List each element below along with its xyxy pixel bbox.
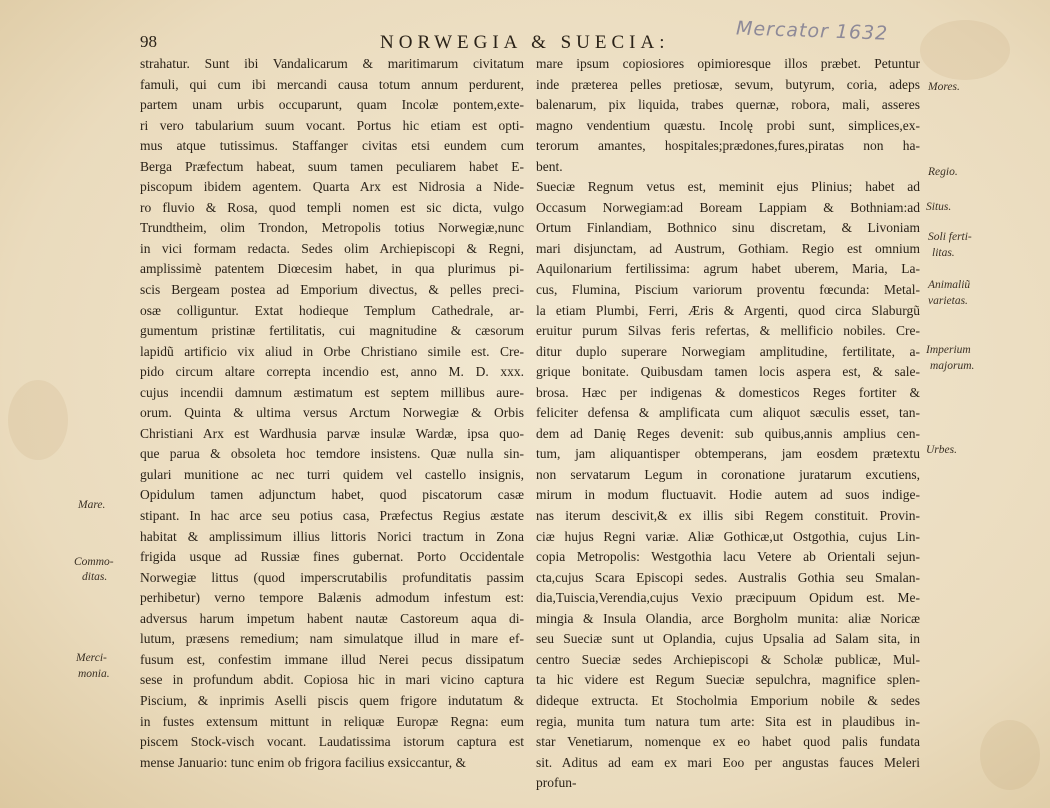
text-line: magno vendentium quæstu. Incolę probi sunt, simplices,ex- <box>536 117 920 133</box>
paper-stain <box>8 380 68 460</box>
text-line: famuli, qui cum ibi mercandi causa totum annum perdurent, <box>140 76 524 92</box>
text-line: mari disjunctam, ad Austrum, Gothiam. Regio est omnium <box>536 240 920 256</box>
paper-stain <box>980 720 1040 790</box>
margin-note: Mores. <box>928 81 960 93</box>
text-line: Berga Præfectum habeat, suum tamen peculiarem habet E- <box>140 158 524 174</box>
text-line: Piscium, & inprimis Aselli piscis quem frigore indutatum & <box>140 692 524 708</box>
text-line: ro fluvio & Rosa, quod templi nomen est sic dicta, vulgo <box>140 199 524 215</box>
text-line: eruitur purum Silvas feris refertas, & mellificio nobiles. Cre- <box>536 323 920 339</box>
margin-note: majorum. <box>930 360 975 372</box>
margin-note: varietas. <box>928 295 968 307</box>
margin-note: Regio. <box>928 166 958 178</box>
margin-note: Soli ferti- <box>928 231 972 243</box>
text-line: in fustes extensum mittunt in reliquæ Europæ Regna: eum <box>140 713 524 729</box>
text-line: copia Metropolis: Westgothia lacu Vetere ab Orientali sejun- <box>536 549 920 565</box>
text-line: mense Januario: tunc enim ob frigora facilius exsiccantur, & <box>140 754 466 770</box>
text-line: frigida usque ad Russiæ fines gubernat. Porto Occidentale <box>140 549 524 565</box>
text-line: Ortum Finlandiam, Bothnico sinu discretam, & Livoniam <box>536 220 920 236</box>
text-line: gulari munitione ac nec turri quidem vel castello insignis, <box>140 466 524 482</box>
text-line: Sueciæ Regnum vetus est, meminit ejus Plinius; habet ad <box>536 179 920 195</box>
text-line: tum, jam aliquantisper obtemperans, jam eosdem prætextu <box>536 446 920 462</box>
text-line: adversus harum impetum habent nautæ Castoreum aqua di- <box>140 610 524 626</box>
text-line: scis Bergeam postea ad Emporium divectus, & pelles preci- <box>140 282 524 298</box>
text-line: star Venetiarum, nomenque ex eo habet quod palis fundata <box>536 734 920 750</box>
text-line: Norwegiæ littus (quod imperscrutabilis profunditatis passim <box>140 569 524 585</box>
text-line: piscopum ibidem agentem. Quarta Arx est Nidrosia a Nide- <box>140 179 524 195</box>
text-line: stipant. In hac arce seu potius casa, Præfectus Regius æstate <box>140 508 524 524</box>
text-line: la etiam Plumbi, Ferri, Æris & Argenti, quod circa Slaburgũ <box>536 302 920 318</box>
margin-note: Mare. <box>78 499 106 511</box>
text-line: cujus incendii damnum æstimatum est septem millibus aure- <box>140 384 524 400</box>
text-line: Opidulum tamen adjunctum habet, quod piscatorum casæ <box>140 487 524 503</box>
text-line: cta,cujus Scara Episcopi sedes. Australis Gothia seu Smalan- <box>536 569 920 585</box>
text-line: mare ipsum copiosiores opimioresque illos præbet. Petuntur <box>536 56 920 71</box>
text-line: lapidũ artificio vix aliud in Orbe Christiano simile est. Cre- <box>140 343 524 359</box>
text-line: Aquilonarium fertilissima: agrum habet uberem, Maria, La- <box>536 261 920 277</box>
pencil-annotation: Mercator 1632 <box>735 17 889 45</box>
margin-note: Urbes. <box>926 444 957 456</box>
text-line: terorum amantes, hospitales;prædones,fures,piratas non ha- <box>536 138 920 154</box>
text-line: Occasum Norwegiam:ad Boream Lappiam & Bothniam:ad <box>536 199 920 215</box>
page-number: 98 <box>140 32 157 51</box>
text-line: amplissimè patentem Diœcesim habet, in qua plurimus pi- <box>140 261 524 277</box>
text-line: feliciter defensa & amplificata cum aliquot sæculis esset, tan- <box>536 405 920 421</box>
text-line: Trundtheim, olim Trondon, Metropolis totius Norwegiæ,nunc <box>140 220 524 236</box>
text-line: osæ colliguntur. Extat hodieque Templum Cathedrale, ar- <box>140 302 524 318</box>
right-text-column <box>536 54 920 794</box>
text-line: que parua & obsoleta hoc temdore insistens. Quæ nulla sin- <box>140 446 524 462</box>
text-line: habitat & amplissimum illius littoris Norici tractum in Zona <box>140 528 524 544</box>
text-line: cus, Flumina, Piscium variorum proventu fœcunda: Metal- <box>536 282 920 298</box>
text-line: ri vero tabularium suum vocant. Portus hic etiam est opti- <box>140 117 524 133</box>
text-line: profun- <box>536 775 577 791</box>
text-line: piscem Stock-visch vocant. Laudatissima istorum captura est <box>140 734 524 750</box>
text-line: Christiani Arx est Wardhusia parvæ insulæ Wardæ, ipsa quo- <box>140 425 524 441</box>
margin-note: Situs. <box>926 201 952 213</box>
margin-note: Commo- <box>74 556 114 568</box>
text-line: ciæ hujus Regni variæ. Aliæ Gothicæ,ut Ostgothia, cujus Lin- <box>536 528 920 544</box>
text-line: partem unam urbis occuparunt, quam Incolæ pontem,exte- <box>140 97 524 113</box>
text-line: sese in profundum abdit. Copiosa hic in mari vicino captura <box>140 672 524 688</box>
text-line: balenarum, pix liquida, trabes quernæ, robora, mali, asseres <box>536 97 920 113</box>
text-line: fusum est, confestim immane illud Nerei pecus dissipatum <box>140 651 524 667</box>
text-line: ditur duplo superare Norwegiam amplitudine, fertilitate, a- <box>536 343 920 359</box>
margin-note: ditas. <box>82 571 108 583</box>
text-line: grique bonitate. Quibusdam tamen locis aspera est, & sale- <box>536 364 920 380</box>
text-line: strahatur. Sunt ibi Vandalicarum & maritimarum civitatum <box>140 56 524 71</box>
text-line: orum. Quinta & ultima versus Arctum Norwegiæ & Orbis <box>140 405 524 421</box>
text-line: dem ad Danię Reges devenit: sub quibus,annis amplius cen- <box>536 425 920 441</box>
text-line: pido circum altare correpta incendio est, anno M. D. xxx. <box>140 364 524 380</box>
margin-note: Imperium <box>926 344 971 356</box>
text-line: brosa. Hæc per indigenas & domesticos Reges fortiter & <box>536 384 920 400</box>
text-line: non servatarum Legum in coronatione juratarum excutiens, <box>536 466 920 482</box>
text-line: mirum in modum fluctuavit. Hodie autem ad suos indige- <box>536 487 920 503</box>
text-line: in vici formam redacta. Sedes olim Archiepiscopi & Regni, <box>140 240 524 256</box>
text-line: bent. <box>536 158 563 174</box>
text-line: inde præterea pelles pretiosæ, sevum, butyrum, coria, adeps <box>536 76 920 92</box>
text-line: dia,Tuiscia,Verendia,cujus Vexio præcipuum Opidum est. Me- <box>536 590 920 606</box>
text-line: mus atque tutissimus. Staffanger civitas etsi eundem cum <box>140 138 524 154</box>
text-line: ta hic videre est Regum Sueciæ sepulchra, magnifice splen- <box>536 672 920 688</box>
text-line: gumentum pristinæ fertilitatis, cui magnitudine & cæsorum <box>140 323 524 339</box>
text-line: mingia & Insula Olandia, arce Borgholm munita: aliæ Noricæ <box>536 610 920 626</box>
text-line: centro Sueciæ sedes Archiepiscopi & Scholæ publicæ, Mul- <box>536 651 920 667</box>
margin-note: litas. <box>932 247 955 259</box>
text-line: nas iterum descivit,& ex illis sibi Regem constituit. Provin- <box>536 508 920 524</box>
text-line: regia, munita tum natura tum arte: Sita est in plaudibus in- <box>536 713 920 729</box>
text-line: seu Sueciæ sunt ut Oplandia, cujus Upsalia ad Salam sita, in <box>536 631 920 647</box>
text-line: perhibetur) verno tempore Balænis admodum infestum est: <box>140 590 524 606</box>
text-line: sit. Aditus ad eam ex mari Eoo per angustas fauces Meleri <box>536 754 920 770</box>
margin-note: Animaliũ <box>928 279 971 291</box>
left-text-column <box>140 54 524 773</box>
margin-note: Merci- <box>76 652 107 664</box>
text-line: dideque extructa. Et Stocholmia Emporium nobile & sedes <box>536 692 920 708</box>
margin-note: monia. <box>78 668 110 680</box>
text-line: lutum, præsens remedium; nam simulatque illud in mare ef- <box>140 631 524 647</box>
running-title: NORWEGIA & SUECIA: <box>380 32 670 53</box>
